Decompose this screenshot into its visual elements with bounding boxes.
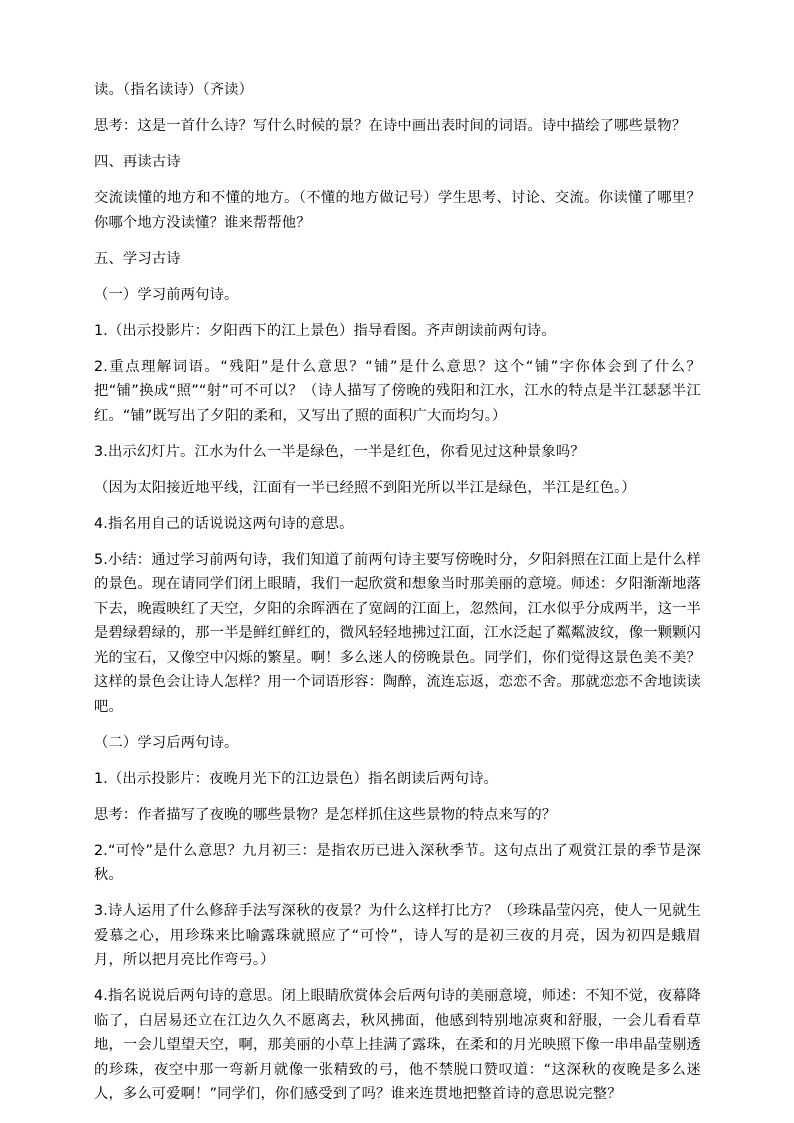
- step-3-explanation: （因为太阳接近地平线，江面有一半已经照不到阳光所以半江是绿色，半江是红色。）: [94, 479, 636, 496]
- step-1-projection: 1.（出示投影片：夕阳西下的江上景色）指导看图。齐声朗读前两句诗。: [94, 322, 556, 339]
- step-2-kelian: 2.“可怜”是什么意思？九月初三：是指农历已进入深秋季节。这句点出了观赏江景的季节是深秋。: [94, 842, 701, 883]
- subsection-heading-first-lines: （一）学习前两句诗。: [94, 286, 239, 303]
- paragraph-think-question: 思考：这是一首什么诗？写什么时候的景？在诗中画出表时间的词语。诗中描绘了哪些景物？: [94, 118, 687, 134]
- paragraph-think-night-scenery: 思考：作者描写了夜晚的哪些景物？是怎样抓住这些景物的特点来写的？: [94, 806, 557, 823]
- paragraph-reading-instruction: 读。（指名读诗）（齐读）: [94, 82, 254, 98]
- step-2-key-words: 2.重点理解词语。“残阳”是什么意思？“铺”是什么意思？这个“铺”字你体会到了什么？把“铺”换成“照”“射”可不可以？（诗人描写了傍晚的残阳和江水，江水的特点是半江瑟瑟半江红。“铺”既写出了夕阳的柔和，又写出了照的面积广大而均匀。）: [94, 358, 701, 424]
- section-heading-reread: 四、再读古诗: [94, 154, 181, 170]
- step-5-summary: 5.小结：通过学习前两句诗，我们知道了前两句诗主要写傍晚时分，夕阳斜照在江面上是什么样的景色。现在请同学们闭上眼睛，我们一起欣赏和想象当时那美丽的意境。师述：夕阳渐渐地落下去，晚霞映红了天空，夕阳的余晖洒在了宽阔的江面上，忽然间，江水似乎分成两半，这一半是碧绿碧绿的，那一半是鲜红鲜红的，微风轻轻地拂过江面，江水泛起了粼粼波纹，像一颗颗闪光的宝石，又像空中闪烁的繁星。啊！多么迷人的傍晚景色。同学们，你们觉得这景色美不美？这样的景色会让诗人怎样？用一个词语形容：陶醉，流连忘返，恋恋不舍。那就恋恋不舍地读读吧。: [94, 551, 701, 715]
- section-heading-study: 五、学习古诗: [94, 250, 181, 267]
- step-3-slides: 3.出示幻灯片。江水为什么一半是绿色，一半是红色，你看见过这种景象吗？: [94, 443, 585, 460]
- document-body: [94, 78, 701, 1118]
- step-3-rhetoric: 3.诗人运用了什么修辞手法写深秋的夜景？为什么这样打比方？（珍珠晶莹闪亮，使人一见就生爱慕之心，用珍珠来比喻露珠就照应了“可怜”，诗人写的是初三夜的月亮，因为初四是蛾眉月，所以把月亮比作弯弓。）: [94, 903, 701, 968]
- step-4-meaning: 4.指名用自己的话说说这两句诗的意思。: [94, 515, 354, 532]
- step-1-night-projection: 1.（出示投影片：夜晚月光下的江边景色）指名朗读后两句诗。: [94, 770, 499, 787]
- step-4-night-meaning: 4.指名说说后两句诗的意思。闭上眼睛欣赏体会后两句诗的美丽意境，师述：不知不觉，夜幕降临了，白居易还立在江边久久不愿离去，秋风拂面，他感到特别地凉爽和舒服，一会儿看看草地，一会儿望望天空，啊，那美丽的小草上挂满了露珠，在柔和的月光映照下像一串串晶莹剔透的珍珠，夜空中那一弯新月就像一张精致的弓，他不禁脱口赞叹道：“这深秋的夜晚是多么迷人，多么可爱啊！”同学们，你们感受到了吗？谁来连贯地把整首诗的意思说完整？: [94, 988, 701, 1102]
- paragraph-discussion: 交流读懂的地方和不懂的地方。（不懂的地方做记号）学生思考、讨论、交流。你读懂了哪里？你哪个地方没读懂？谁来帮帮他？: [94, 190, 701, 231]
- subsection-heading-last-lines: （二）学习后两句诗。: [94, 734, 239, 751]
